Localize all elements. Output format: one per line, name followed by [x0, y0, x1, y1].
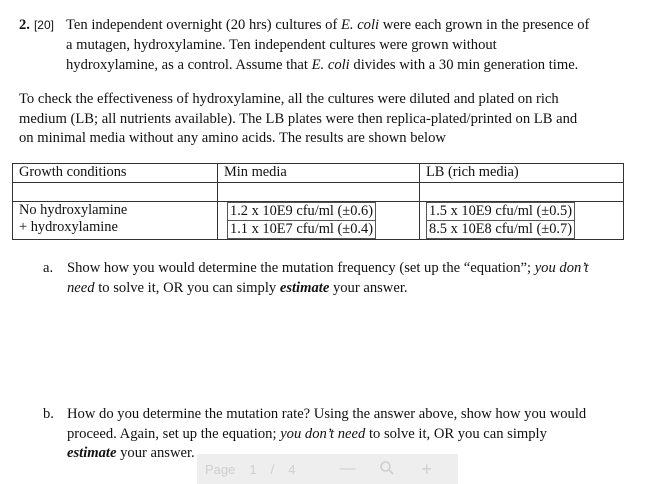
- min-media-value: 1.1 x 10E7 cfu/ml (±0.4): [227, 220, 376, 239]
- question-body: [66, 36, 636, 75]
- part-a-text-part: your answer.: [332, 279, 408, 296]
- empty-cell: [218, 183, 420, 202]
- part-a-text: [67, 259, 637, 298]
- empty-cell: [420, 183, 624, 202]
- zoom-out-button[interactable]: —: [339, 460, 356, 477]
- part-b-text-part: your answer.: [120, 445, 195, 461]
- header-min-media: Min media: [218, 164, 420, 183]
- viewer-toolbar: [197, 454, 458, 484]
- part-a-text-part: Show how you would determine the mutation frequency (set up the “equation”;: [67, 260, 532, 276]
- question-line-3: [66, 56, 636, 76]
- part-a-emphasis: estimate: [279, 279, 330, 296]
- question-line-1: [66, 16, 646, 36]
- condition-no-hydroxylamine: No hydroxylamine: [19, 202, 128, 218]
- table-header-row: [13, 164, 624, 183]
- part-b-text-part: to solve it, OR you can simply: [368, 425, 547, 442]
- min-media-cell: [218, 202, 420, 240]
- part-b-letter: b.: [43, 406, 54, 422]
- question-line-2: a mutagen, hydroxylamine. Ten independent cultures were grown without: [66, 37, 497, 53]
- paragraph-line: on minimal media without any amino acids. The results are shown below: [19, 130, 446, 146]
- part-b-line-2: [67, 425, 637, 445]
- question-text-part: divides with a 30 min generation time.: [353, 56, 579, 73]
- organism-name: E. coli: [340, 17, 380, 33]
- question-number: 2.: [19, 17, 30, 33]
- part-b-italic: you don’t need: [280, 425, 366, 442]
- part-a-letter: a.: [43, 260, 54, 276]
- empty-cell: [13, 183, 218, 202]
- question-text-part: Ten independent overnight (20 hrs) cultures of: [66, 17, 338, 33]
- lb-media-value: 8.5 x 10E8 cfu/ml (±0.7): [426, 220, 575, 239]
- part-a-line-1: [67, 259, 637, 279]
- current-page-input[interactable]: 1: [249, 461, 257, 477]
- results-table: [12, 163, 624, 240]
- header-lb-media: LB (rich media): [420, 164, 624, 183]
- organism-name: E. coli: [311, 56, 350, 73]
- magnifier-icon[interactable]: [379, 460, 395, 479]
- question-text-part: were each grown in the presence of: [382, 17, 590, 33]
- question-text-part: hydroxylamine, as a control. Assume that: [66, 56, 308, 73]
- page-label: Page: [205, 461, 236, 477]
- table-spacer-row: [13, 183, 624, 202]
- paragraph-line: medium (LB; all nutrients available). The LB plates were then replica-plated/printed on LB and: [19, 110, 578, 127]
- part-b-line-1: How do you determine the mutation rate? Using the answer above, show how you would: [67, 406, 587, 422]
- magnifier-icon-svg: [379, 460, 395, 476]
- page-separator: /: [270, 461, 275, 477]
- paragraph-line: To check the effectiveness of hydroxylamine, all the cultures were diluted and plated on rich: [19, 91, 559, 107]
- table-row: [13, 202, 624, 240]
- min-media-value: 1.2 x 10E9 cfu/ml (±0.6): [227, 202, 376, 220]
- zoom-in-button[interactable]: +: [421, 458, 432, 479]
- lb-media-cell: [420, 202, 624, 240]
- part-a-italic: need: [67, 279, 95, 296]
- context-paragraph: [19, 90, 639, 149]
- part-a-text-part: to solve it, OR you can simply: [98, 279, 277, 296]
- condition-plus-hydroxylamine: + hydroxylamine: [19, 219, 118, 235]
- part-b-emphasis: estimate: [67, 445, 117, 461]
- part-b-text-part: proceed. Again, set up the equation;: [67, 425, 277, 442]
- part-a-line-2: [67, 279, 637, 299]
- lb-media-value: 1.5 x 10E9 cfu/ml (±0.5): [426, 202, 575, 220]
- part-a-italic: you don’t: [534, 260, 589, 276]
- header-growth-conditions: Growth conditions: [13, 164, 218, 183]
- question-points: [20]: [33, 18, 54, 32]
- total-pages: 4: [288, 461, 296, 477]
- condition-cell: [13, 202, 218, 240]
